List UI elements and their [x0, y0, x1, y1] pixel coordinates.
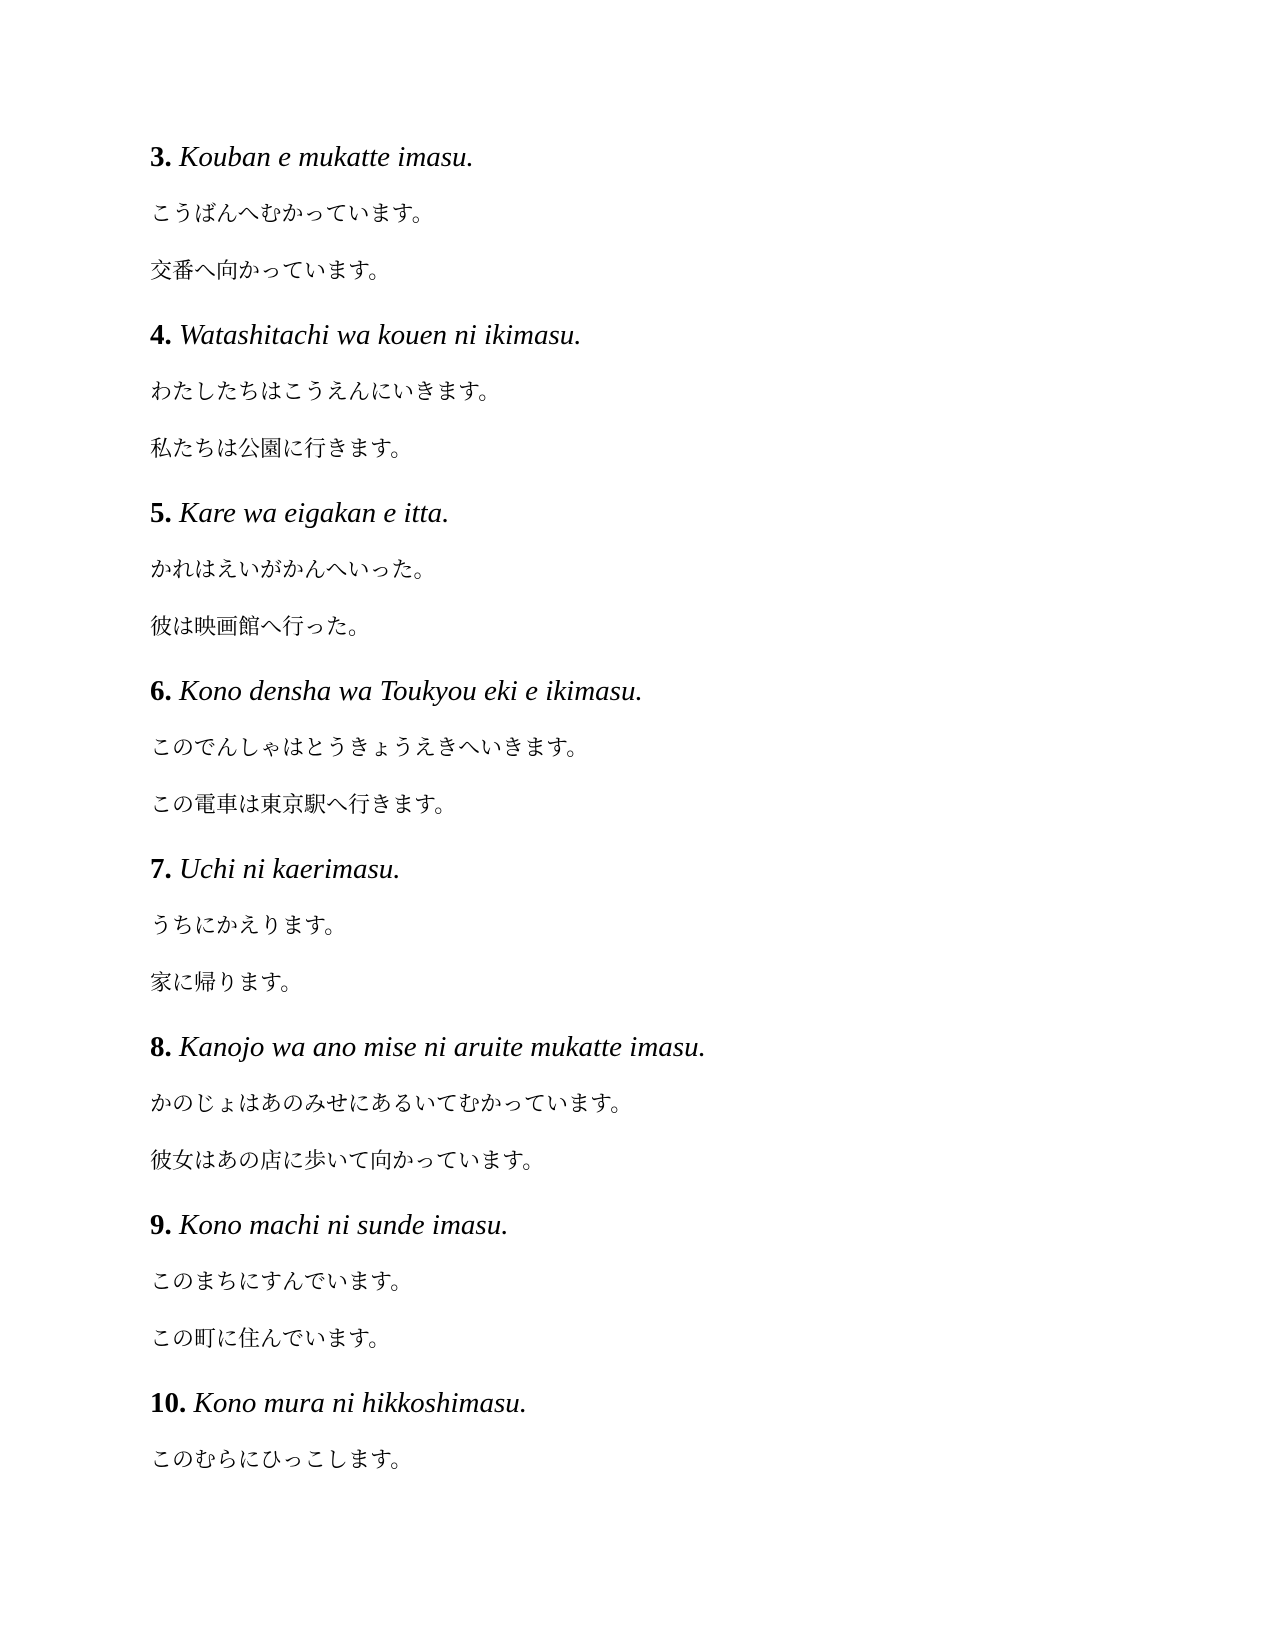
- romaji-line: [150, 674, 1150, 734]
- romaji-line: [150, 140, 1150, 200]
- kanji-line: 彼は映画館へ行った。: [150, 615, 371, 640]
- hiragana-line: うちにかえります。: [150, 914, 347, 939]
- hiragana-line: このまちにすんでいます。: [150, 1270, 413, 1295]
- romaji-text: Kouban e mukatte imasu.: [179, 141, 474, 173]
- hiragana-line: このでんしゃはとうきょうえきへいきます。: [150, 736, 589, 761]
- romaji-line: [150, 1030, 1150, 1090]
- entry-number: 3.: [150, 141, 172, 173]
- hiragana-line: かのじょはあのみせにあるいてむかっています。: [150, 1092, 633, 1117]
- sentence-entry-5: [150, 496, 1150, 674]
- romaji-text: Kono machi ni sunde imasu.: [179, 1209, 509, 1241]
- kanji-line: この電車は東京駅へ行きます。: [150, 793, 457, 818]
- hiragana-line: かれはえいがかんへいった。: [150, 558, 436, 583]
- kanji-line: 私たちは公園に行きます。: [150, 437, 413, 462]
- entry-number: 7.: [150, 853, 172, 885]
- romaji-line: [150, 496, 1150, 556]
- sentence-entry-4: [150, 318, 1150, 496]
- sentence-entry-3: [150, 140, 1150, 318]
- romaji-line: [150, 852, 1150, 912]
- kanji-line: 家に帰ります。: [150, 971, 303, 996]
- romaji-text: Uchi ni kaerimasu.: [179, 853, 401, 885]
- romaji-text: Watashitachi wa kouen ni ikimasu.: [179, 319, 582, 351]
- sentence-entry-8: [150, 1030, 1150, 1208]
- romaji-line: [150, 318, 1150, 378]
- hiragana-line: わたしたちはこうえんにいきます。: [150, 380, 501, 405]
- entry-number: 9.: [150, 1209, 172, 1241]
- sentence-entry-10: [150, 1386, 1150, 1564]
- hiragana-line: このむらにひっこします。: [150, 1448, 413, 1473]
- romaji-line: [150, 1386, 1150, 1446]
- entry-number: 4.: [150, 319, 172, 351]
- entry-number: 6.: [150, 675, 172, 707]
- romaji-text: Kono densha wa Toukyou eki e ikimasu.: [179, 675, 643, 707]
- entry-number: 8.: [150, 1031, 172, 1063]
- document-page: [150, 140, 1150, 1564]
- kanji-line: 彼女はあの店に歩いて向かっています。: [150, 1149, 545, 1174]
- sentence-entry-9: [150, 1208, 1150, 1386]
- kanji-line: この町に住んでいます。: [150, 1327, 391, 1352]
- kanji-line: 交番へ向かっています。: [150, 259, 391, 284]
- entry-number: 10.: [150, 1387, 187, 1419]
- hiragana-line: こうばんへむかっています。: [150, 202, 434, 227]
- romaji-text: Kare wa eigakan e itta.: [179, 497, 450, 529]
- romaji-text: Kono mura ni hikkoshimasu.: [193, 1387, 527, 1419]
- entry-number: 5.: [150, 497, 172, 529]
- sentence-entry-6: [150, 674, 1150, 852]
- sentence-entry-7: [150, 852, 1150, 1030]
- romaji-line: [150, 1208, 1150, 1268]
- romaji-text: Kanojo wa ano mise ni aruite mukatte imasu.: [179, 1031, 706, 1063]
